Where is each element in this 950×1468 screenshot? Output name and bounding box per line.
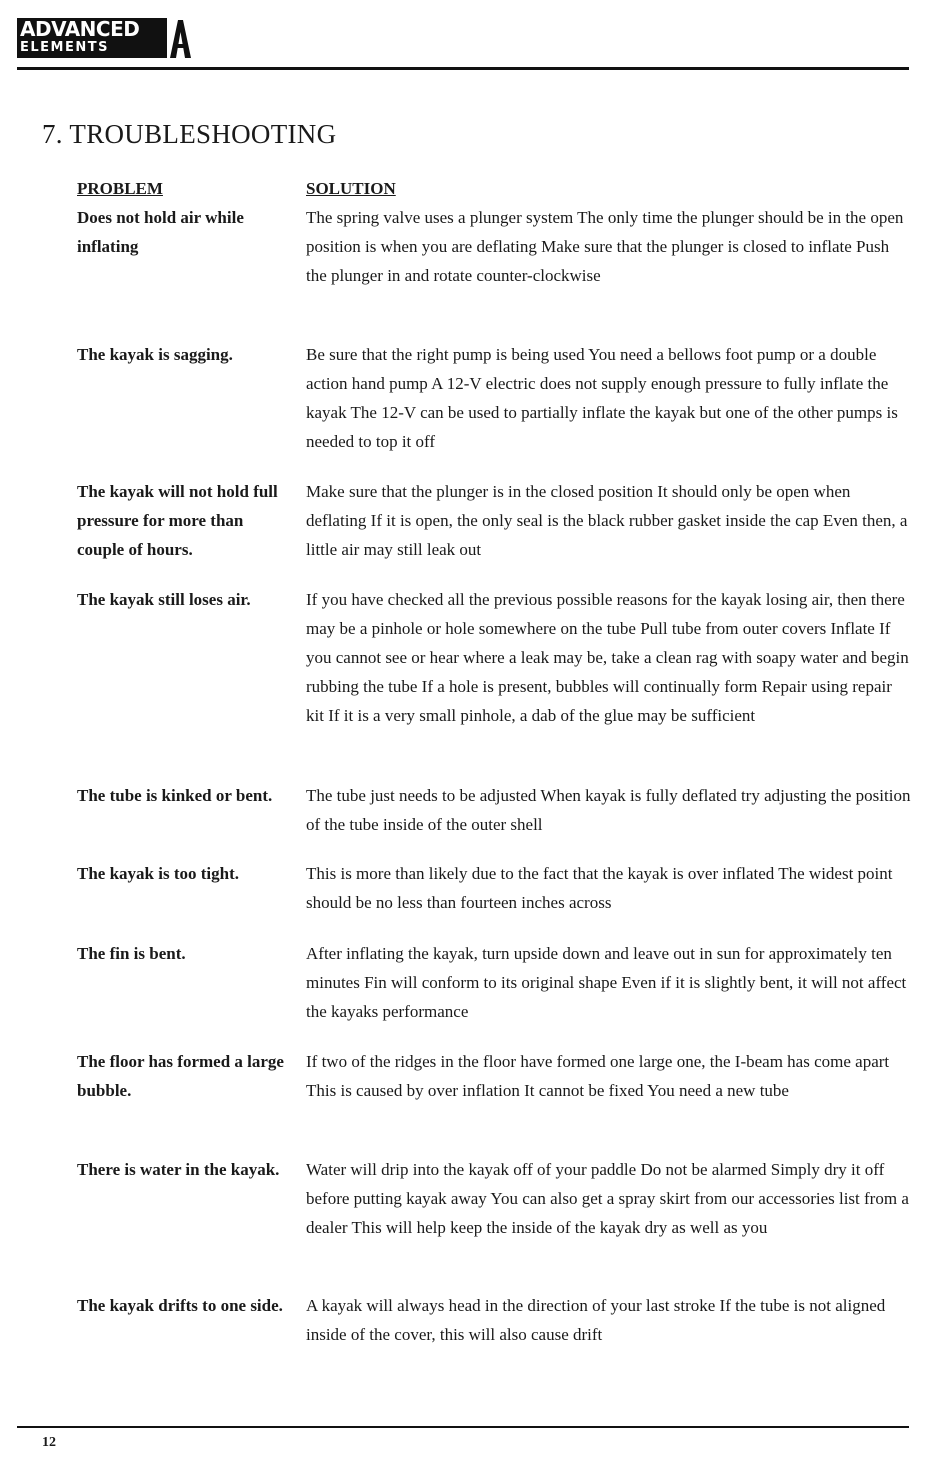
letter-a-logo-icon xyxy=(167,18,193,58)
logo-line-elements: ELEMENTS xyxy=(20,40,109,55)
header-rule xyxy=(17,67,909,70)
solution-text: If two of the ridges in the floor have formed one large one, the I-beam has come apart This is caused by over inflation It cannot be fixed You need a new tube xyxy=(306,1052,890,1100)
logo-wordmark xyxy=(17,18,167,58)
problem-text: The kayak is sagging. xyxy=(77,345,233,364)
solution-text: A kayak will always head in the direction of your last stroke If the tube is not aligned inside of the cover, this will also cause drift xyxy=(306,1296,886,1344)
footer-rule xyxy=(17,1426,909,1428)
problem-text: There is water in the kayak. xyxy=(77,1160,280,1179)
solution-text: This is more than likely due to the fact that the kayak is over inflated The widest point should be no less than fourteen inches across xyxy=(306,864,893,912)
solution-text: The tube just needs to be adjusted When kayak is fully deflated try adjusting the position of the tube inside of the outer shell xyxy=(306,786,911,834)
problem-text: The kayak drifts to one side. xyxy=(77,1296,283,1315)
problem-text: The fin is bent. xyxy=(77,944,186,963)
logo-line-advanced: ADVANCED xyxy=(20,17,140,41)
solution-text: Water will drip into the kayak off of your paddle Do not be alarmed Simply dry it off before putting kayak away You can also get a spray skirt from our accessories list from a dealer This will help keep the inside of the kayak dry as well as you xyxy=(306,1160,909,1237)
page-title: 7. TROUBLESHOOTING xyxy=(42,119,337,149)
problem-text: The kayak still loses air. xyxy=(77,590,251,609)
solution-column-header: SOLUTION xyxy=(306,179,396,198)
brand-logo xyxy=(17,18,193,58)
problem-text: The floor has formed a large bubble. xyxy=(77,1052,284,1100)
problem-text: The tube is kinked or bent. xyxy=(77,786,273,805)
problem-text: Does not hold air while inflating xyxy=(77,208,244,256)
problem-text: The kayak will not hold full pressure for more than couple of hours. xyxy=(77,482,278,559)
problem-column-header: PROBLEM xyxy=(77,179,163,198)
page-number: 12 xyxy=(42,1435,56,1450)
problem-text: The kayak is too tight. xyxy=(77,864,239,883)
solution-text: If you have checked all the previous possible reasons for the kayak losing air, then there may be a pinhole or hole somewhere on the tube Pull tube from outer covers Inflate If you cannot see or hear where a leak may be, take a clean rag with soapy water and begin rubbing the tube If a hole is present, bubbles will continually form Repair using repair kit If it is a very small pinhole, a dab of the glue may be sufficient xyxy=(306,590,909,725)
solution-text: Be sure that the right pump is being used You need a bellows foot pump or a double action hand pump A 12-V electric does not supply enough pressure to fully inflate the kayak The 12-V can be used to partially inflate the kayak but one of the other pumps is needed to top it off xyxy=(306,345,898,451)
solution-text: Make sure that the plunger is in the closed position It should only be open when deflating If it is open, the only seal is the black rubber gasket inside the cap Even then, a little air may still leak out xyxy=(306,482,908,559)
solution-text: The spring valve uses a plunger system The only time the plunger should be in the open position is when you are deflating Make sure that the plunger is closed to inflate Push the plunger in and rotate counter-clockwise xyxy=(306,208,904,285)
solution-text: After inflating the kayak, turn upside down and leave out in sun for approximately ten minutes Fin will conform to its original shape Even if it is slightly bent, it will not affect the kayaks performance xyxy=(306,944,907,1021)
